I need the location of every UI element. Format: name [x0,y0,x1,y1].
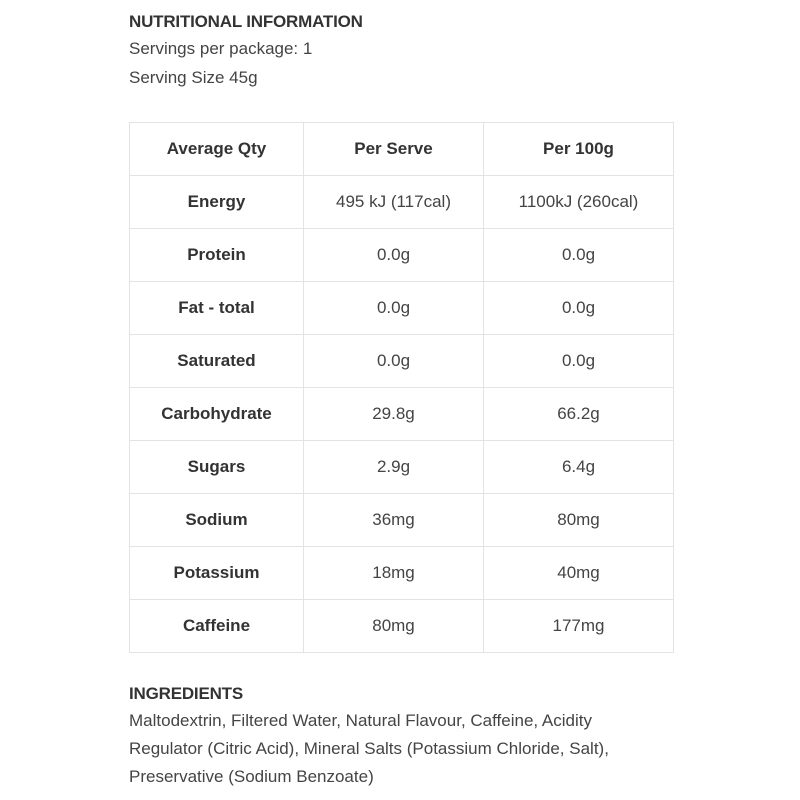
column-header-average-qty: Average Qty [130,123,304,176]
per-100g-value: 1100kJ (260cal) [484,176,674,229]
column-header-per-serve: Per Serve [304,123,484,176]
table-row [130,388,674,441]
servings-per-package: Servings per package: 1 [129,39,313,58]
row-label: Fat - total [130,282,304,335]
ingredients-section [129,681,649,791]
nutrition-heading: NUTRITIONAL INFORMATION [129,12,363,31]
table-row [130,282,674,335]
per-serve-value: 2.9g [304,441,484,494]
row-label: Energy [130,176,304,229]
row-label: Protein [130,229,304,282]
row-label: Sugars [130,441,304,494]
per-serve-value: 80mg [304,600,484,653]
column-header-per-100g: Per 100g [484,123,674,176]
ingredients-heading: INGREDIENTS [129,684,243,703]
per-serve-value: 36mg [304,494,484,547]
per-100g-value: 66.2g [484,388,674,441]
table-row [130,441,674,494]
table-row [130,176,674,229]
nutrition-info-section [129,10,689,92]
table-row [130,335,674,388]
table-header-row [130,123,674,176]
table-row [130,547,674,600]
per-100g-value: 177mg [484,600,674,653]
nutrition-table [129,122,674,653]
per-serve-value: 18mg [304,547,484,600]
row-label: Saturated [130,335,304,388]
row-label: Potassium [130,547,304,600]
row-label: Caffeine [130,600,304,653]
per-100g-value: 40mg [484,547,674,600]
per-100g-value: 0.0g [484,335,674,388]
per-100g-value: 0.0g [484,229,674,282]
per-serve-value: 495 kJ (117cal) [304,176,484,229]
per-serve-value: 0.0g [304,282,484,335]
row-label: Carbohydrate [130,388,304,441]
row-label: Sodium [130,494,304,547]
table-row [130,494,674,547]
per-serve-value: 0.0g [304,335,484,388]
per-100g-value: 0.0g [484,282,674,335]
per-serve-value: 0.0g [304,229,484,282]
per-100g-value: 80mg [484,494,674,547]
ingredients-text: Maltodextrin, Filtered Water, Natural Flavour, Caffeine, Acidity Regulator (Citric Acid), Mineral Salts (Potassium Chloride, Salt), Preservative (Sodium Benzoate) [129,711,609,786]
table-row [130,229,674,282]
per-100g-value: 6.4g [484,441,674,494]
per-serve-value: 29.8g [304,388,484,441]
table-row [130,600,674,653]
serving-size: Serving Size 45g [129,68,258,87]
